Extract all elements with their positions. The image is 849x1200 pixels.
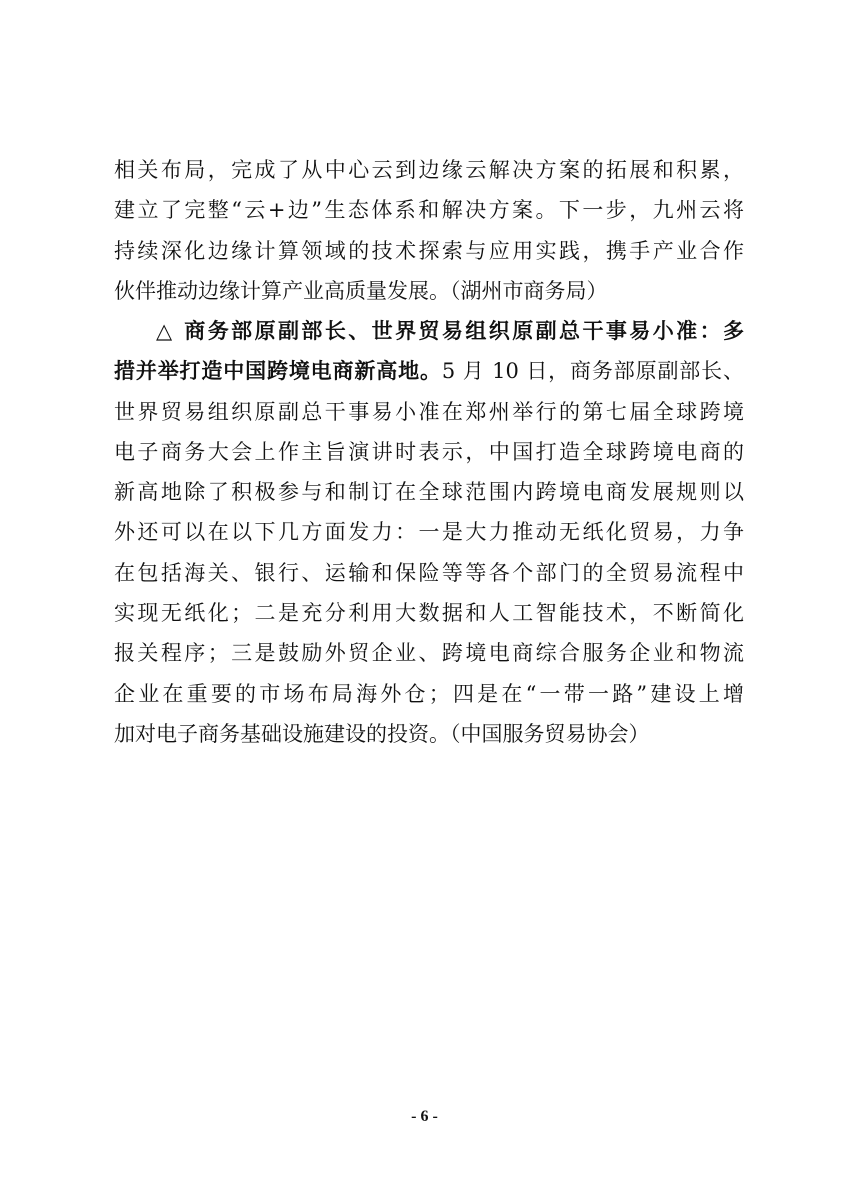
paragraph-line: 加对电子商务基础设施建设的投资。（中国服务贸易协会） bbox=[114, 721, 650, 746]
paragraph-line: 报关程序；三是鼓励外贸企业、跨境电商综合服务企业和物流 bbox=[114, 641, 744, 666]
paragraph-text: 5 月 10 日，商务部原副部长、 bbox=[441, 359, 745, 384]
paragraph-line: 世界贸易组织原副总干事易小准在郑州举行的第七届全球跨境 bbox=[114, 399, 744, 424]
paragraph-line: 相关布局，完成了从中心云到边缘云解决方案的拓展和积累， bbox=[114, 158, 744, 182]
paragraph-line: 建立了完整“云+边”生态体系和解决方案。下一步，九州云将 bbox=[114, 198, 744, 223]
paragraph-cross-border-ecommerce bbox=[114, 311, 744, 754]
page-number: - 6 - bbox=[411, 1108, 438, 1125]
paragraph-line: 实现无纸化；二是充分利用大数据和人工智能技术，不断简化 bbox=[114, 601, 744, 626]
news-headline: △ 商务部原副部长、世界贸易组织原副总干事易小准：多 bbox=[156, 318, 744, 343]
paragraph-line: 电子商务大会上作主旨演讲时表示，中国打造全球跨境电商的 bbox=[114, 439, 744, 464]
paragraph-line: 在包括海关、银行、运输和保险等等各个部门的全贸易流程中 bbox=[114, 560, 744, 585]
paragraph-edge-computing bbox=[114, 150, 744, 311]
paragraph-line: 持续深化边缘计算领域的技术探索与应用实践，携手产业合作 bbox=[114, 238, 744, 263]
paragraph-line bbox=[114, 351, 744, 391]
paragraph-line: 外还可以在以下几方面发力：一是大力推动无纸化贸易，力争 bbox=[114, 520, 744, 545]
paragraph-line: 企业在重要的市场布局海外仓；四是在“一带一路”建设上增 bbox=[114, 681, 744, 706]
paragraph-line: 伙伴推动边缘计算产业高质量发展。（湖州市商务局） bbox=[114, 278, 608, 303]
paragraph-line: 新高地除了积极参与和制订在全球范围内跨境电商发展规则以 bbox=[114, 480, 744, 505]
news-headline-continued: 措并举打造中国跨境电商新高地。 bbox=[114, 358, 442, 384]
